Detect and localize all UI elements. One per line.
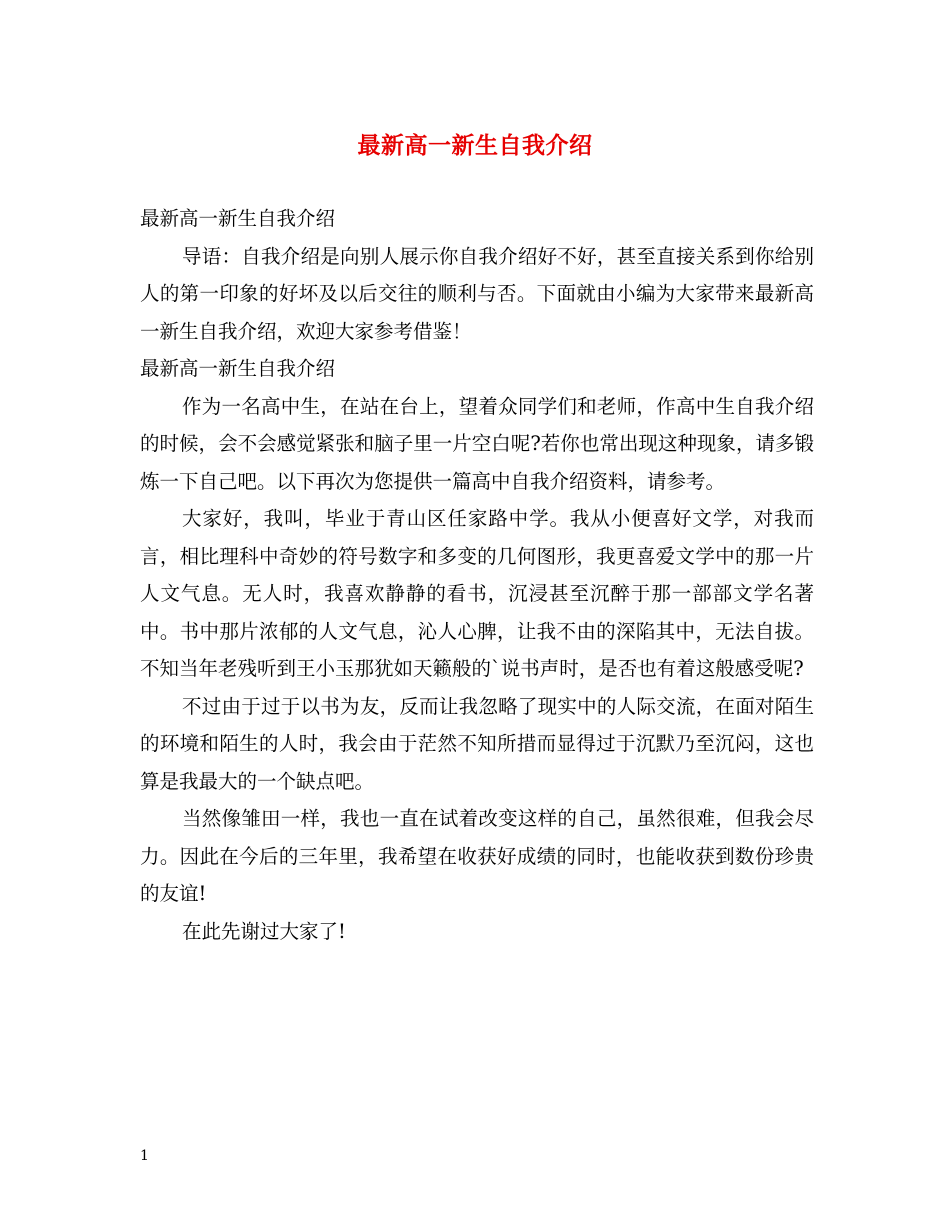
document-title: 最新高一新生自我介绍 — [357, 132, 593, 159]
body-paragraph: 作为一名高中生，在站在台上，望着众同学们和老师，作高中生自我介绍的时候，会不会感觉紧张和脑子里一片空白呢?若你也常出现这种现象，请多锻炼一下自己吧。以下再次为您提供一篇高中自我介绍资料，请参考。 — [140, 394, 814, 493]
document-body — [140, 200, 814, 950]
body-paragraph: 当然像雏田一样，我也一直在试着改变这样的自己，虽然很难，但我会尽力。因此在今后的三年里，我希望在收获好成绩的同时，也能收获到数份珍贵的友谊! — [140, 807, 814, 905]
closing-paragraph: 在此先谢过大家了! — [182, 919, 346, 943]
section-heading: 最新高一新生自我介绍 — [140, 357, 336, 380]
page-number: 1 — [140, 1148, 149, 1164]
intro-paragraph: 导语：自我介绍是向别人展示你自我介绍好不好，甚至直接关系到你给别人的第一印象的好坏及以后交往的顺利与否。下面就由小编为大家带来最新高一新生自我介绍，欢迎大家参考借鉴！ — [140, 244, 814, 343]
body-paragraph: 不过由于过于以书为友，反而让我忽略了现实中的人际交流，在面对陌生的环境和陌生的人时，我会由于茫然不知所措而显得过于沉默乃至沉闷，这也算是我最大的一个缺点吧。 — [140, 694, 814, 793]
section-heading: 最新高一新生自我介绍 — [140, 207, 336, 230]
body-paragraph: 大家好，我叫，毕业于青山区任家路中学。我从小便喜好文学，对我而言，相比理科中奇妙的符号数字和多变的几何图形，我更喜爱文学中的那一片人文气息。无人时，我喜欢静静的看书，沉浸甚至沉醉于那一部部文学名著中。书中那片浓郁的人文气息，沁人心脾，让我不由的深陷其中，无法自拔。不知当年老残听到王小玉那犹如天籁般的`说书声时，是否也有着这般感受呢? — [140, 507, 814, 680]
